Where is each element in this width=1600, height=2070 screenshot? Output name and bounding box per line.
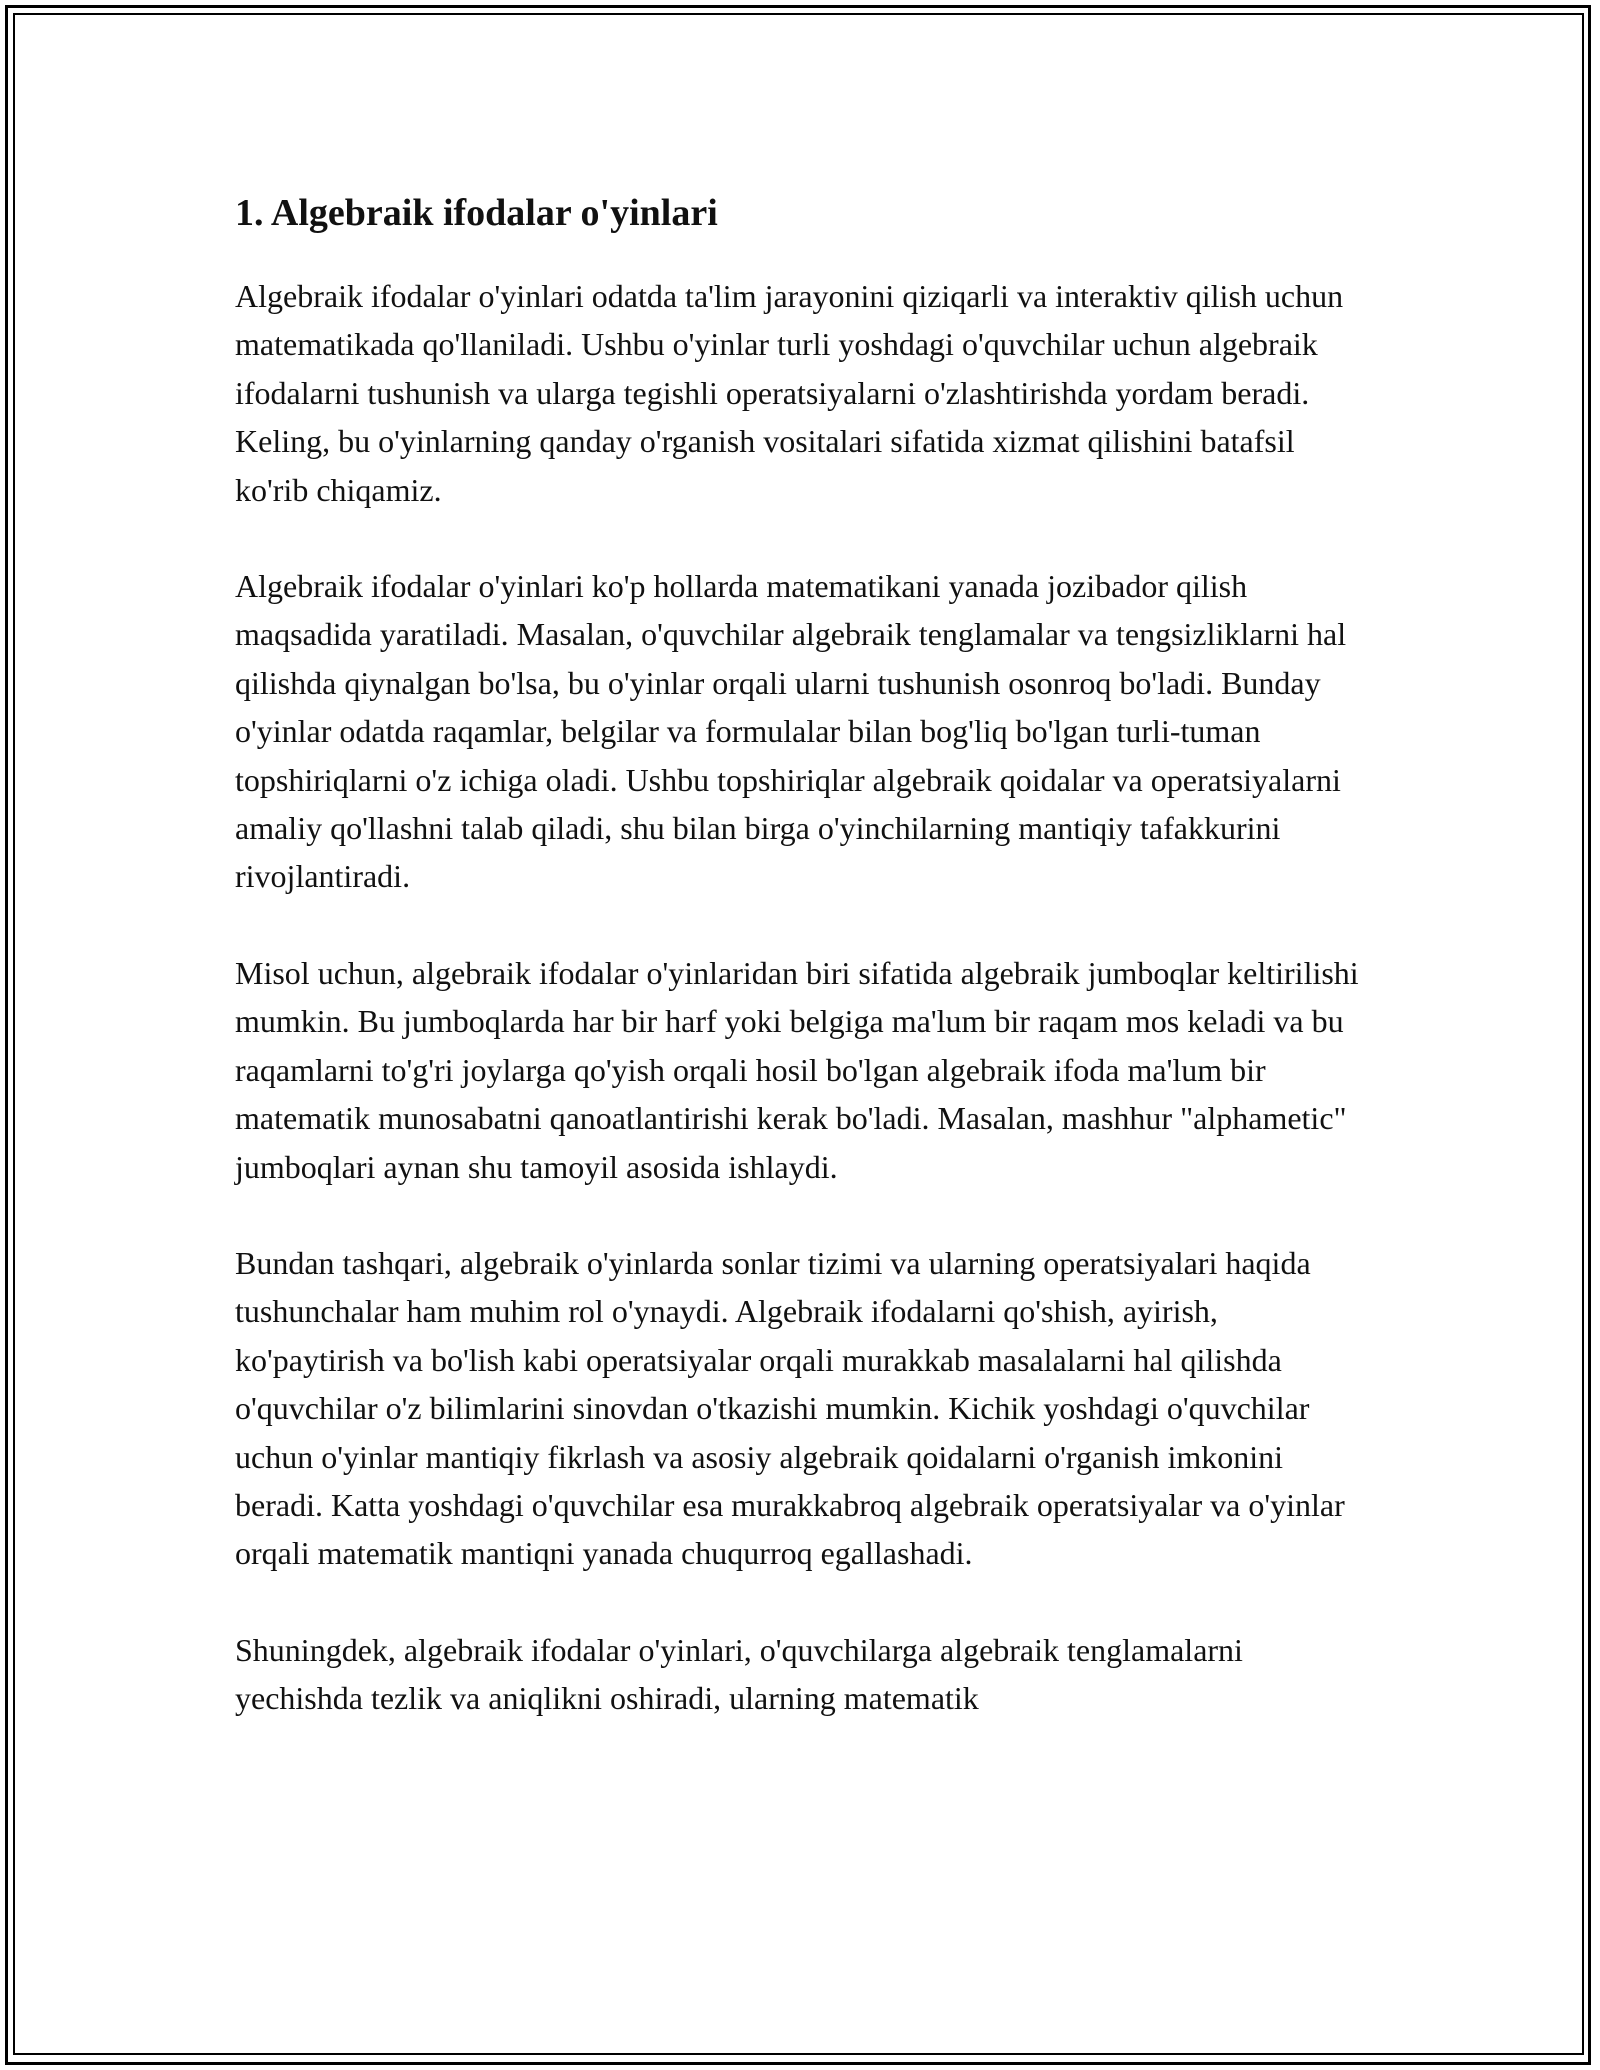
paragraph-4: Bundan tashqari, algebraik o'yinlarda sonlar tizimi va ularning operatsiyalari haqida tushunchalar ham muhim rol o'ynaydi. Algebraik ifodalarni qo'shish, ayirish, ko'paytirish va bo'lish kabi operatsiyalar orqali murakkab masalalarni hal qilishda o'quvchilar o'z bilimlarini sinovdan o'tkazishi mumkin. Kichik yoshdagi o'quvchilar uchun o'yinlar mantiqiy fikrlash va asosiy algebraik qoidalarni o'rganish imkonini beradi. Katta yoshdagi o'quvchilar esa murakkabroq algebraik operatsiyalar va o'yinlar orqali matematik mantiqni yanada chuqurroq egallashadi.: [235, 1244, 1345, 1572]
paragraph-1: Algebraik ifodalar o'yinlari odatda ta'lim jarayonini qiziqarli va interaktiv qilish uchun matematikada qo'llaniladi. Ushbu o'yinlar turli yoshdagi o'quvchilar uchun algebraik ifodalarni tushunish va ularga tegishli operatsiyalarni o'zlashtirishda yordam beradi. Keling, bu o'yinlarning qanday o'rganish vositalari sifatida xizmat qilishini batafsil ko'rib chiqamiz.: [235, 278, 1344, 508]
paragraph-5: Shuningdek, algebraik ifodalar o'yinlari, o'quvchilarga algebraik tenglamalarni yechishda tezlik va aniqlikni oshiradi, ularning matematik: [235, 1631, 1243, 1717]
paragraph-3: Misol uchun, algebraik ifodalar o'yinlaridan biri sifatida algebraik jumboqlar keltirilishi mumkin. Bu jumboqlarda har bir harf yoki belgiga ma'lum bir raqam mos keladi va bu raqamlarni to'g'ri joylarga qo'yish orqali hosil bo'lgan algebraik ifoda ma'lum bir matematik munosabatni qanoatlantirishi kerak bo'ladi. Masalan, mashhur "alphametic" jumboqlari aynan shu tamoyil asosida ishlaydi.: [235, 954, 1359, 1185]
section-heading: 1. Algebraik ifodalar o'yinlari: [235, 192, 718, 234]
paragraph-2: Algebraik ifodalar o'yinlari ko'p hollarda matematikani yanada jozibador qilish maqsadida yaratiladi. Masalan, o'quvchilar algebraik tenglamalar va tengsizliklarni hal qilishda qiynalgan bo'lsa, bu o'yinlar orqali ularni tushunish osonroq bo'ladi. Bunday o'yinlar odatda raqamlar, belgilar va formulalar bilan bog'liq bo'lgan turli-tuman topshiriqlarni o'z ichiga oladi. Ushbu topshiriqlar algebraik qoidalar va operatsiyalarni amaliy qo'llashni talab qiladi, shu bilan birga o'yinchilarning mantiqiy tafakkurini rivojlantiradi.: [235, 568, 1347, 895]
document-body: [235, 180, 1375, 1771]
